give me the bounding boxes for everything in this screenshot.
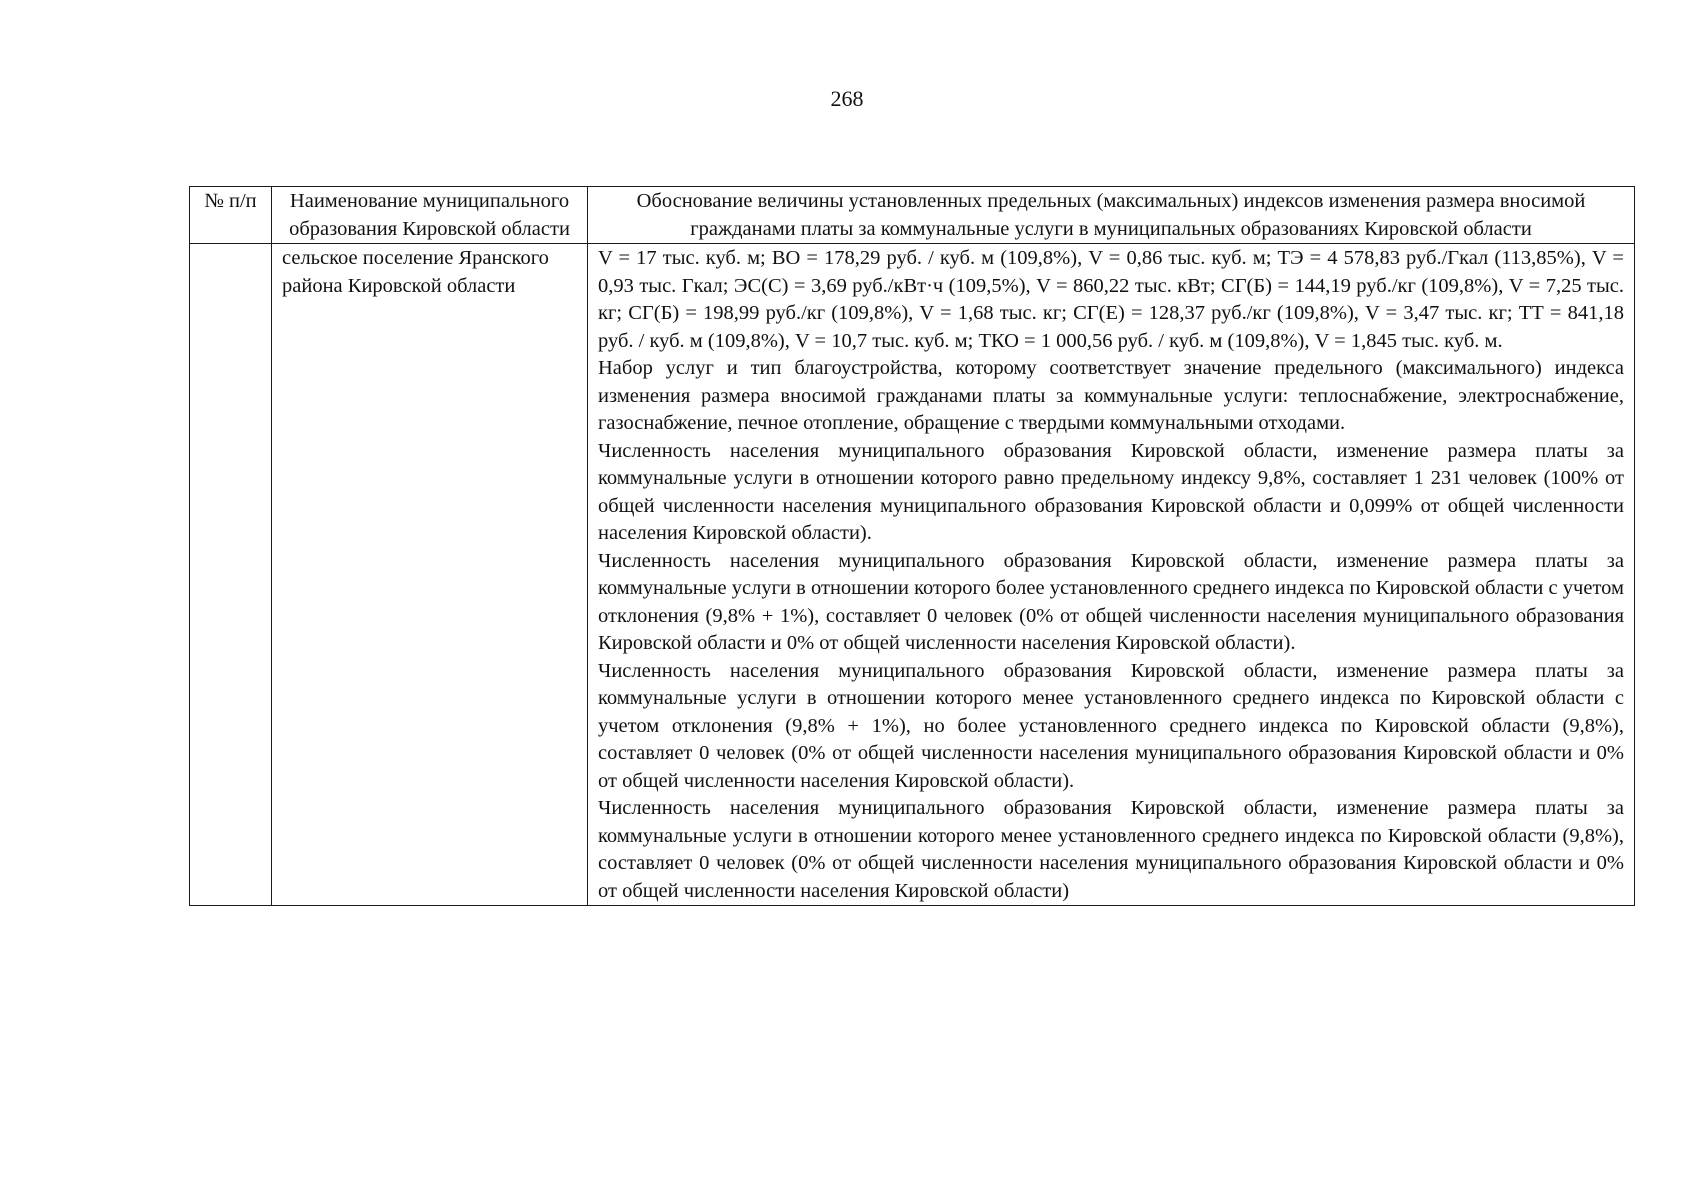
column-header-justification: Обоснование величины установленных предельных (максимальных) индексов изменения размера вносимой гражданами платы за коммунальные услуги в муниципальных образованиях Кировской области	[588, 187, 1635, 244]
population-equal-index-paragraph: Численность населения муниципального образования Кировской области, изменение размера платы за коммунальные услуги в отношении которого равно предельному индексу 9,8%, составляет 1 231 человек (100% от общей численности населения муниципального образования Кировской области и 0,099% от общей численности населения Кировской области).	[598, 439, 1624, 544]
population-above-index-paragraph: Численность населения муниципального образования Кировской области, изменение размера платы за коммунальные услуги в отношении которого более установленного среднего индекса по Кировской области с учетом отклонения (9,8% + 1%), составляет 0 человек (0% от общей численности населения муниципального образования Кировской области и 0% от общей численности населения Кировской области).	[598, 549, 1624, 654]
column-header-municipality: Наименование муниципального образования Кировской области	[272, 187, 588, 244]
tariff-index-table	[189, 186, 1635, 906]
services-set-paragraph: Набор услуг и тип благоустройства, которому соответствует значение предельного (максимального) индекса изменения размера вносимой гражданами платы за коммунальные услуги: теплоснабжение, электроснабжение, газоснабжение, печное отопление, обращение с твердыми коммунальными отходами.	[598, 357, 1624, 434]
column-header-number: № п/п	[190, 187, 272, 244]
table-header-row	[190, 187, 1635, 244]
table-row	[190, 244, 1635, 906]
justification-cell	[588, 244, 1635, 906]
municipality-name-cell: сельское поселение Яранского района Кировской области	[272, 244, 588, 906]
population-below-index-paragraph: Численность населения муниципального образования Кировской области, изменение размера платы за коммунальные услуги в отношении которого менее установленного среднего индекса по Кировской области (9,8%), составляет 0 человек (0% от общей численности населения муниципального образования Кировской области и 0% от общей численности населения Кировской области)	[598, 797, 1624, 902]
tariff-values-paragraph: V = 17 тыс. куб. м; ВО = 178,29 руб. / куб. м (109,8%), V = 0,86 тыс. куб. м; ТЭ = 4 578,83 руб./Гкал (113,85%), V = 0,93 тыс. Гкал; ЭС(С) = 3,69 руб./кВт·ч (109,5%), V = 860,22 тыс. кВт; СГ(Б) = 144,19 руб./кг (109,8%), V = 7,25 тыс. кг; СГ(Б) = 198,99 руб./кг (109,8%), V = 1,68 тыс. кг; СГ(Е) = 128,37 руб./кг (109,8%), V = 3,47 тыс. кг; ТТ = 841,18 руб. / куб. м (109,8%), V = 10,7 тыс. куб. м; ТКО = 1 000,56 руб. / куб. м (109,8%), V = 1,845 тыс. куб. м.	[598, 247, 1624, 352]
population-between-index-paragraph: Численность населения муниципального образования Кировской области, изменение размера платы за коммунальные услуги в отношении которого менее установленного среднего индекса по Кировской области с учетом отклонения (9,8% + 1%), но более установленного среднего индекса по Кировской области (9,8%), составляет 0 человек (0% от общей численности населения муниципального образования Кировской области и 0% от общей численности населения Кировской области).	[598, 659, 1624, 792]
row-number-cell	[190, 244, 272, 906]
page-number: 268	[830, 86, 864, 111]
